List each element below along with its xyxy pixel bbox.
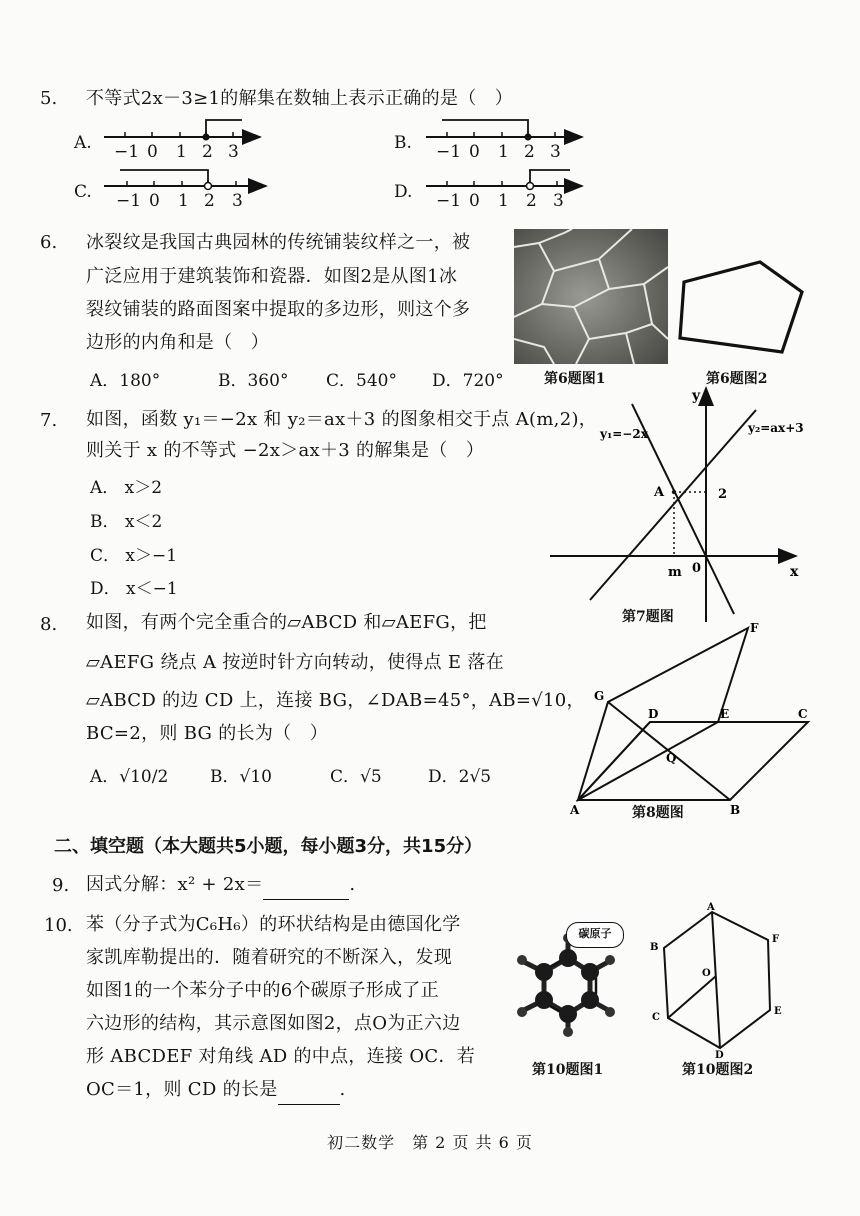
option-a-number-line — [104, 120, 260, 141]
label-x: x — [790, 564, 799, 580]
q9-answer-blank[interactable] — [263, 881, 349, 900]
label-A: A — [654, 485, 665, 500]
label-Q: Q — [666, 751, 677, 765]
q6-option-b: B．360° — [218, 371, 289, 391]
q8-option-a: A．√10/2 — [90, 767, 169, 787]
q5-option-d-label: D. — [394, 182, 413, 202]
label-A: A — [707, 902, 715, 913]
q5-stem: 不等式2x－3≥1的解集在数轴上表示正确的是（ ） — [86, 88, 514, 109]
q6-number: 6. — [40, 232, 58, 253]
q9-number: 9. — [52, 875, 70, 896]
label-F: F — [772, 934, 780, 945]
q8-line-4: BC=2，则 BG 的长为（ ） — [86, 723, 329, 744]
q7-option-a: A． x＞2 — [90, 478, 163, 498]
q6-option-a: A．180° — [90, 371, 161, 391]
q10-line-5: 形 ABCDEF 对角线 AD 的中点，连接 OC．若 — [86, 1046, 476, 1067]
label-A: A — [570, 803, 580, 817]
q8-number: 8. — [40, 614, 58, 635]
q6-line-2: 广泛应用于建筑装饰和瓷器．如图2是从图1冰 — [86, 266, 458, 287]
label-C: C — [798, 707, 808, 721]
q10-line-2: 家凯库勒提出的．随着研究的不断深入，发现 — [86, 947, 452, 968]
q6-fig1-caption: 第6题图1 — [544, 371, 606, 387]
q8-caption: 第8题图 — [632, 805, 684, 821]
label-m: m — [668, 565, 682, 580]
q7-caption: 第7题图 — [622, 609, 674, 625]
q8-option-b: B．√10 — [210, 767, 272, 787]
q5-option-a-label: A. — [74, 133, 92, 153]
option-d-number-line — [426, 170, 582, 190]
q10-fig1-caption: 第10题图1 — [532, 1062, 604, 1078]
q5-option-c-label: C. — [74, 182, 92, 202]
q10-number: 10. — [44, 915, 73, 936]
q6-fig2-caption: 第6题图2 — [706, 371, 768, 387]
q10-fig2-caption: 第10题图2 — [682, 1062, 754, 1078]
q7-line-2: 则关于 x 的不等式 −2x＞ax＋3 的解集是（ ） — [86, 440, 485, 461]
label-0: 0 — [692, 561, 702, 576]
q10-line-3: 如图1的一个苯分子中的6个碳原子形成了正 — [86, 980, 439, 1001]
q8-option-d: D．2√5 — [428, 767, 492, 787]
label-B: B — [650, 942, 659, 953]
q7-option-d: D． x＜−1 — [90, 579, 178, 599]
q6-option-c: C．540° — [326, 371, 397, 391]
q7-line-1: 如图，函数 y₁＝−2x 和 y₂＝ax＋3 的图象相交于点 A(m,2)， — [86, 409, 598, 430]
label-E: E — [720, 707, 730, 721]
label-B: B — [730, 803, 741, 817]
q10-line-4: 六边形的结构，其示意图如图2，点O为正六边 — [86, 1013, 461, 1034]
label-y2: y₂=ax+3 — [748, 421, 804, 435]
label-E: E — [774, 1006, 782, 1017]
q7-number: 7. — [40, 410, 58, 431]
q10-line-6: OC＝1，则 CD 的长是 . — [86, 1075, 346, 1105]
q8-option-c: C．√5 — [330, 767, 382, 787]
option-b-number-line — [426, 120, 582, 141]
q6-line-1: 冰裂纹是我国古典园林的传统铺装纹样之一，被 — [86, 232, 471, 253]
label-y1: y₁=−2x — [600, 427, 648, 441]
q5-number: 5. — [40, 88, 58, 109]
option-c-number-line — [104, 170, 266, 190]
section-2-title: 二、填空题（本大题共5小题，每小题3分，共15分） — [54, 836, 483, 857]
q8-line-2: ▱AEFG 绕点 A 按逆时针方向转动，使得点 E 落在 — [86, 652, 504, 673]
q10-answer-blank[interactable] — [278, 1086, 340, 1105]
label-G: G — [594, 689, 605, 703]
label-F: F — [750, 621, 759, 635]
q9-stem: 因式分解：x² + 2x＝ . — [86, 870, 355, 900]
q10-hexagon — [646, 900, 796, 1058]
q10-line-1: 苯（分子式为C₆H₆）的环状结构是由德国化学 — [86, 914, 461, 935]
q5-option-b-label: B. — [394, 133, 412, 153]
q10-carbon-atom-bubble: 碳原子 — [566, 922, 624, 948]
q8-parallelogram-figure — [560, 614, 820, 824]
q8-line-3: ▱ABCD 的边 CD 上，连接 BG，∠DAB=45°，AB=√10， — [86, 690, 585, 711]
label-D: D — [715, 1050, 724, 1058]
label-O: O — [702, 968, 711, 979]
label-D: D — [648, 707, 659, 721]
q7-option-b: B． x＜2 — [90, 512, 163, 532]
q6-option-d: D．720° — [432, 371, 504, 391]
q8-line-1: 如图，有两个完全重合的▱ABCD 和▱AEFG，把 — [86, 612, 487, 633]
q6-pentagon — [672, 252, 812, 362]
q6-line-4: 边形的内角和是（ ） — [86, 332, 269, 353]
page-footer: 初二数学 第 2 页 共 6 页 — [327, 1133, 533, 1152]
label-y: y — [692, 388, 701, 404]
q6-ice-crack-photo — [514, 229, 668, 364]
q7-graph — [540, 382, 820, 632]
q7-option-c: C． x＞−1 — [90, 546, 178, 566]
q6-line-3: 裂纹铺装的路面图案中提取的多边形，则这个多 — [86, 299, 471, 320]
label-C: C — [652, 1012, 660, 1023]
label-2: 2 — [718, 487, 728, 502]
